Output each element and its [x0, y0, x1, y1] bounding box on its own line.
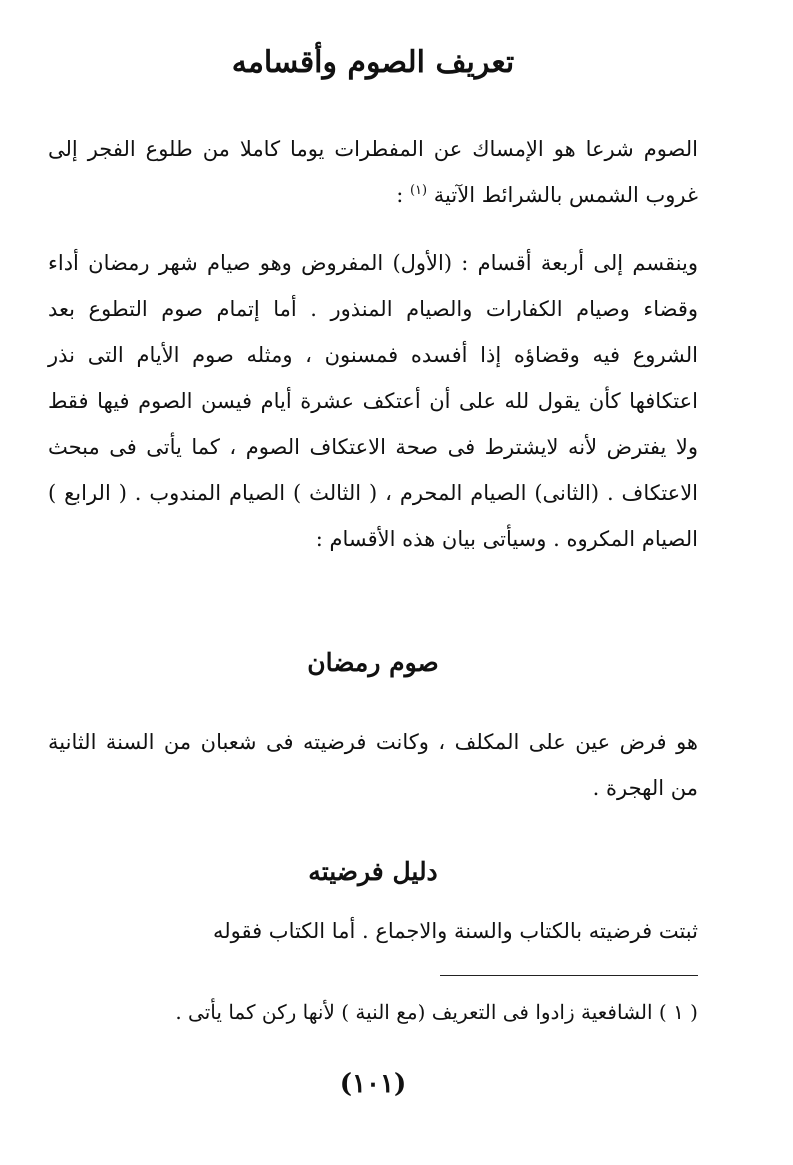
footnote-reference[interactable]: (١)	[409, 183, 428, 198]
definition-paragraph	[48, 126, 698, 218]
ramadan-paragraph: هو فرض عين على المكلف ، وكانت فرضيته فى شعبان من السنة الثانية من الهجرة .	[48, 730, 698, 800]
divisions-paragraph: وينقسم إلى أربعة أقسام : (الأول) المفروض وهو صيام شهر رمضان أداء وقضاء وصيام الكفارات والصيام المنذور . أما إتمام صوم التطوع بعد الشروع فيه وقضاؤه إذا أفسده فمسنون ، ومثله صوم الأيام التى نذر اعتكافها كأن يقول لله على أن أعتكف عشرة أيام فيسن الصوم فيها فقط ولا يفترض لأنه لايشترط فى صحة الاعتكاف الصوم ، كما يأتى فى مبحث الاعتكاف . (الثانى) الصيام المحرم ، ( الثالث ) الصيام المندوب . ( الرابع ) الصيام المكروه . وسيأتى بيان هذه الأقسام :	[48, 251, 698, 551]
footnote: ( ١ ) الشافعية زادوا فى التعريف (مع النية ) لأنها ركن كما يأتى .	[175, 1000, 698, 1024]
evidence-heading: دليل فرضيته	[308, 857, 438, 886]
definition-text: الصوم شرعا هو الإمساك عن المفطرات يوما كاملا من طلوع الفجر إلى غروب الشمس بالشرائط الآتية	[48, 137, 698, 207]
page-title: تعريف الصوم وأقسامه	[231, 45, 515, 80]
definition-ending: :	[396, 183, 410, 207]
footnote-divider	[440, 975, 698, 976]
ramadan-heading: صوم رمضان	[307, 648, 439, 677]
evidence-paragraph: ثبتت فرضيته بالكتاب والسنة والاجماع . أما الكتاب فقوله	[212, 919, 698, 943]
page-number: (١٠١)	[339, 1069, 407, 1099]
